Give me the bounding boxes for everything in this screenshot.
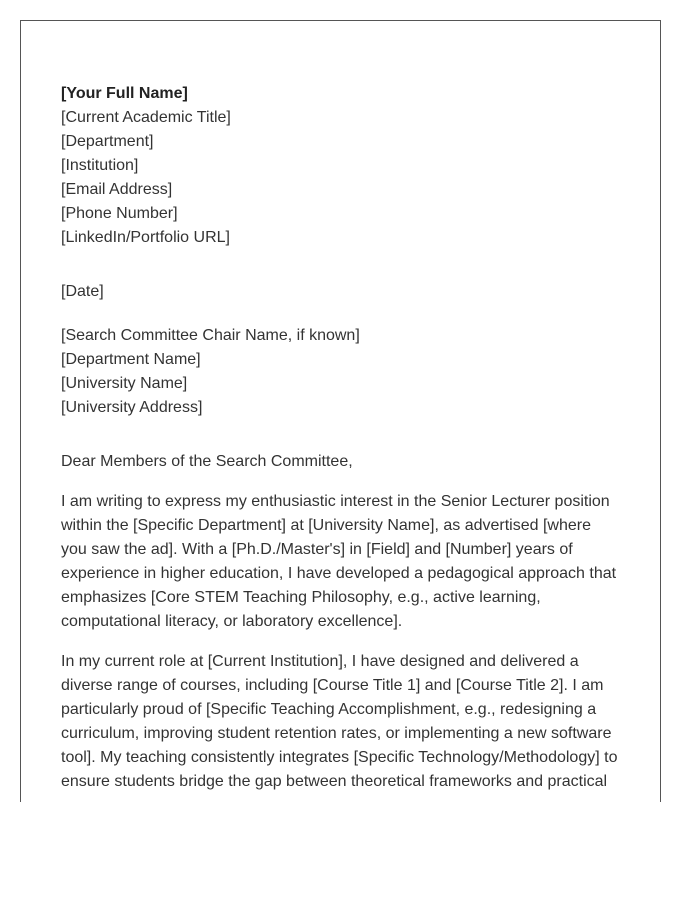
letter-content [61, 82, 621, 794]
sender-email: [Email Address] [61, 181, 173, 198]
sender-block [61, 82, 621, 250]
recipient-university: [University Name] [61, 375, 188, 392]
recipient-department: [Department Name] [61, 351, 201, 368]
letter-date: [Date] [61, 283, 104, 300]
salutation-block [61, 450, 621, 474]
body-paragraph: In my current role at [Current Institution], I have designed and delivered a diverse range of courses, including [Course Title 1] and [Course Title 2]. I am particularly proud of [Specific Teaching Accomplishment, e.g., redesigning a curriculum, improving student retention rates, or implementing a new software tool]. My teaching consistently integrates [Specific Technology/Methodology] to ensure students bridge the gap between theoretical frameworks and practical [61, 653, 618, 790]
recipient-chair: [Search Committee Chair Name, if known] [61, 327, 360, 344]
sender-phone: [Phone Number] [61, 205, 178, 222]
sender-name: [Your Full Name] [61, 85, 188, 102]
recipient-address: [University Address] [61, 399, 203, 416]
sender-title: [Current Academic Title] [61, 109, 231, 126]
salutation: Dear Members of the Search Committee, [61, 453, 353, 470]
recipient-block [61, 324, 621, 420]
sender-department: [Department] [61, 133, 154, 150]
sender-linkedin: [LinkedIn/Portfolio URL] [61, 229, 230, 246]
date-block [61, 280, 621, 304]
body-paragraph: I am writing to express my enthusiastic interest in the Senior Lecturer position within the [Specific Department] at [University Name], as advertised [where you saw the ad]. With a [Ph.D./Master's] in [Field] and [Number] years of experience in higher education, I have developed a pedagogical approach that emphasizes [Core STEM Teaching Philosophy, e.g., active learning, computational literacy, or laboratory excellence]. [61, 493, 617, 630]
sender-institution: [Institution] [61, 157, 139, 174]
letter-page [20, 20, 661, 802]
